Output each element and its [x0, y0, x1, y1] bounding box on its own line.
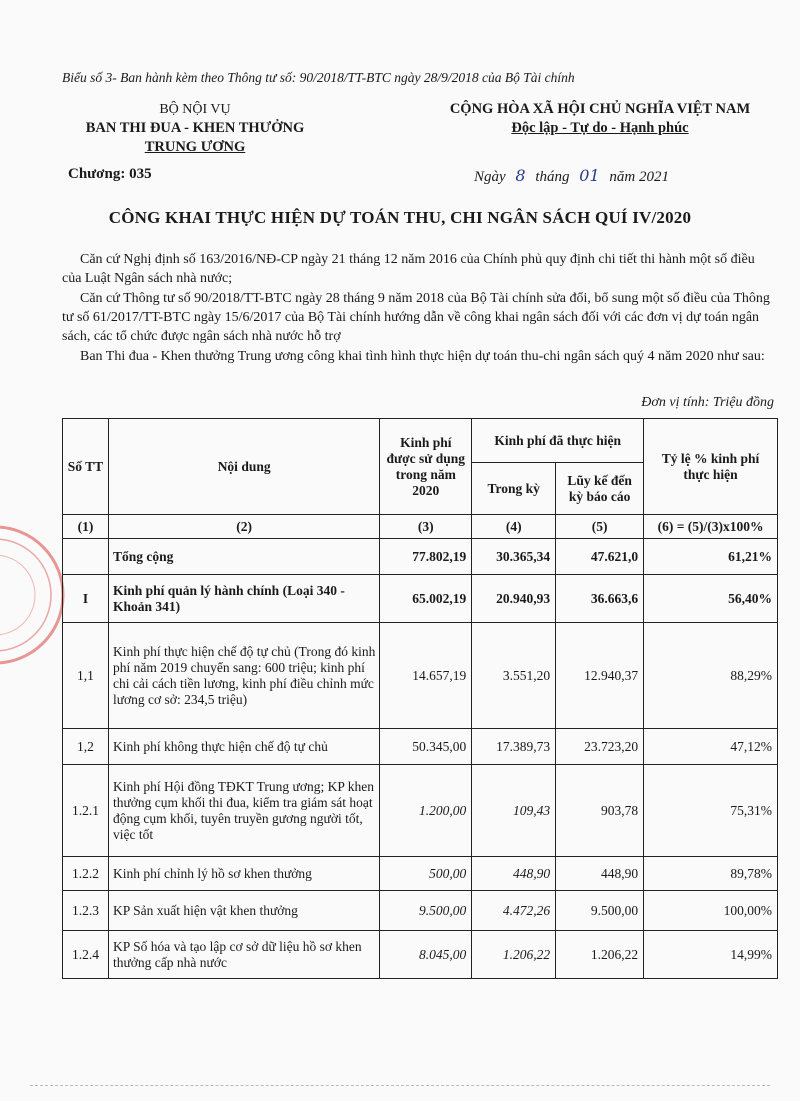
row-in-period: 4.472,26: [472, 891, 556, 931]
header-ratio: Tỷ lệ % kinh phí thực hiện: [644, 419, 778, 515]
date-prefix: Ngày: [474, 169, 506, 185]
paragraph-legal-basis-1: Căn cứ Nghị định số 163/2016/NĐ-CP ngày 21 tháng 12 năm 2016 của Chính phủ quy định chi tiết thi hành một số điều của Luật Ngân sách nhà nước;: [62, 252, 755, 286]
index-cell: (3): [380, 515, 472, 539]
nation-motto: Độc lập - Tự do - Hạnh phúc: [511, 120, 689, 136]
row-allocated: 50.345,00: [380, 729, 472, 765]
row-stt: 1,2: [63, 729, 109, 765]
index-cell: (5): [556, 515, 644, 539]
index-cell: (1): [63, 515, 109, 539]
date-day: 8: [515, 166, 526, 185]
row-stt: 1.2.3: [63, 891, 109, 931]
date-month-word: tháng: [535, 169, 570, 185]
row-allocated: 9.500,00: [380, 891, 472, 931]
row-content: Kinh phí quản lý hành chính (Loại 340 - Khoản 341): [108, 575, 379, 623]
national-header: [410, 100, 790, 138]
row-stt: 1.2.2: [63, 857, 109, 891]
row-ratio: 14,99%: [644, 931, 778, 979]
row-stt: 1.2.1: [63, 765, 109, 857]
row-in-period: 30.365,34: [472, 539, 556, 575]
table-row: [63, 729, 778, 765]
table-row: [63, 857, 778, 891]
row-content: KP Số hóa và tạo lập cơ sở dữ liệu hồ sơ khen thưởng cấp nhà nước: [108, 931, 379, 979]
row-ratio: 88,29%: [644, 623, 778, 729]
table-row: [63, 539, 778, 575]
table-row: [63, 575, 778, 623]
paragraph-announcement: Ban Thi đua - Khen thưởng Trung ương công khai tình hình thực hiện dự toán thu-chi ngân sách quý 4 năm 2020 như sau:: [80, 349, 765, 364]
row-in-period: 448,90: [472, 857, 556, 891]
row-stt: 1,1: [63, 623, 109, 729]
row-cumulative: 1.206,22: [556, 931, 644, 979]
row-allocated: 14.657,19: [380, 623, 472, 729]
unit-label: Đơn vị tính: Triệu đồng: [641, 395, 774, 410]
header-stt: Số TT: [63, 419, 109, 515]
agency-name-line2: TRUNG ƯƠNG: [144, 139, 246, 155]
nation-name: CỘNG HÒA XÃ HỘI CHỦ NGHĨA VIỆT NAM: [449, 101, 751, 117]
row-allocated: 8.045,00: [380, 931, 472, 979]
header-allocated: Kinh phí được sử dụng trong năm 2020: [380, 419, 472, 515]
row-ratio: 100,00%: [644, 891, 778, 931]
agency-name-line1: BAN THI ĐUA - KHEN THƯỞNG: [85, 120, 305, 136]
row-allocated: 65.002,19: [380, 575, 472, 623]
paragraph-legal-basis-2: Căn cứ Thông tư số 90/2018/TT-BTC ngày 28 tháng 9 năm 2018 của Bộ Tài chính sửa đổi, bổ sung một số điều của Thông tư số 61/2017/TT-BTC ngày 15/6/2017 của Bộ Tài chính hướng dẫn về công khai ngân sách đối với các đơn vị dự toán ngân sách, các tổ chức được ngân sách nhà nước hỗ trợ: [62, 291, 770, 344]
row-in-period: 3.551,20: [472, 623, 556, 729]
row-ratio: 47,12%: [644, 729, 778, 765]
row-content: Kinh phí không thực hiện chế độ tự chủ: [108, 729, 379, 765]
table-row: [63, 891, 778, 931]
row-in-period: 1.206,22: [472, 931, 556, 979]
row-cumulative: 9.500,00: [556, 891, 644, 931]
date-month: 01: [579, 166, 600, 185]
row-in-period: 109,43: [472, 765, 556, 857]
row-ratio: 61,21%: [644, 539, 778, 575]
row-ratio: 89,78%: [644, 857, 778, 891]
header-spent-group: Kinh phí đã thực hiện: [472, 419, 644, 463]
row-stt: I: [63, 575, 109, 623]
row-ratio: 56,40%: [644, 575, 778, 623]
row-in-period: 20.940,93: [472, 575, 556, 623]
date-line: [474, 166, 669, 186]
row-content: Tổng cộng: [108, 539, 379, 575]
budget-table: [62, 418, 778, 979]
row-allocated: 77.802,19: [380, 539, 472, 575]
row-cumulative: 903,78: [556, 765, 644, 857]
row-in-period: 17.389,73: [472, 729, 556, 765]
row-allocated: 500,00: [380, 857, 472, 891]
document-title: CÔNG KHAI THỰC HIỆN DỰ TOÁN THU, CHI NGÂN SÁCH QUÍ IV/2020: [108, 208, 692, 227]
row-cumulative: 47.621,0: [556, 539, 644, 575]
date-year: năm 2021: [609, 169, 669, 185]
index-row: [63, 515, 778, 539]
row-stt: 1.2.4: [63, 931, 109, 979]
chapter-code: Chương: 035: [68, 166, 152, 182]
row-content: KP Sản xuất hiện vật khen thưởng: [108, 891, 379, 931]
row-ratio: 75,31%: [644, 765, 778, 857]
red-seal-stamp-icon: [0, 520, 70, 670]
index-cell: (6) = (5)/(3)x100%: [644, 515, 778, 539]
header-cumulative: Lũy kế đến kỳ báo cáo: [556, 463, 644, 515]
form-note: Biểu số 3- Ban hành kèm theo Thông tư số: 90/2018/TT-BTC ngày 28/9/2018 của Bộ Tài chính: [62, 70, 575, 85]
row-content: Kinh phí chỉnh lý hồ sơ khen thưởng: [108, 857, 379, 891]
ministry-name: BỘ NỘI VỤ: [159, 102, 231, 117]
header-in-period: Trong kỳ: [472, 463, 556, 515]
index-cell: (2): [108, 515, 379, 539]
row-cumulative: 448,90: [556, 857, 644, 891]
row-content: Kinh phí Hội đồng TĐKT Trung ương; KP khen thưởng cụm khối thi đua, kiểm tra giám sát hoạt động cụm khối, tuyên truyền gương người tốt, việc tốt: [108, 765, 379, 857]
row-cumulative: 23.723,20: [556, 729, 644, 765]
row-allocated: 1.200,00: [380, 765, 472, 857]
row-cumulative: 36.663,6: [556, 575, 644, 623]
scan-artifact-line: [30, 1085, 770, 1086]
row-stt: [63, 539, 109, 575]
table-row: [63, 931, 778, 979]
table-row: [63, 623, 778, 729]
table-row: [63, 765, 778, 857]
ministry-header: [50, 100, 340, 157]
row-content: Kinh phí thực hiện chế độ tự chủ (Trong đó kinh phí năm 2019 chuyển sang: 600 triệu; kinh phí chi cải cách tiền lương, kinh phí điều chỉnh mức lương cơ sở: 234,5 triệu): [108, 623, 379, 729]
row-cumulative: 12.940,37: [556, 623, 644, 729]
header-content: Nội dung: [108, 419, 379, 515]
index-cell: (4): [472, 515, 556, 539]
